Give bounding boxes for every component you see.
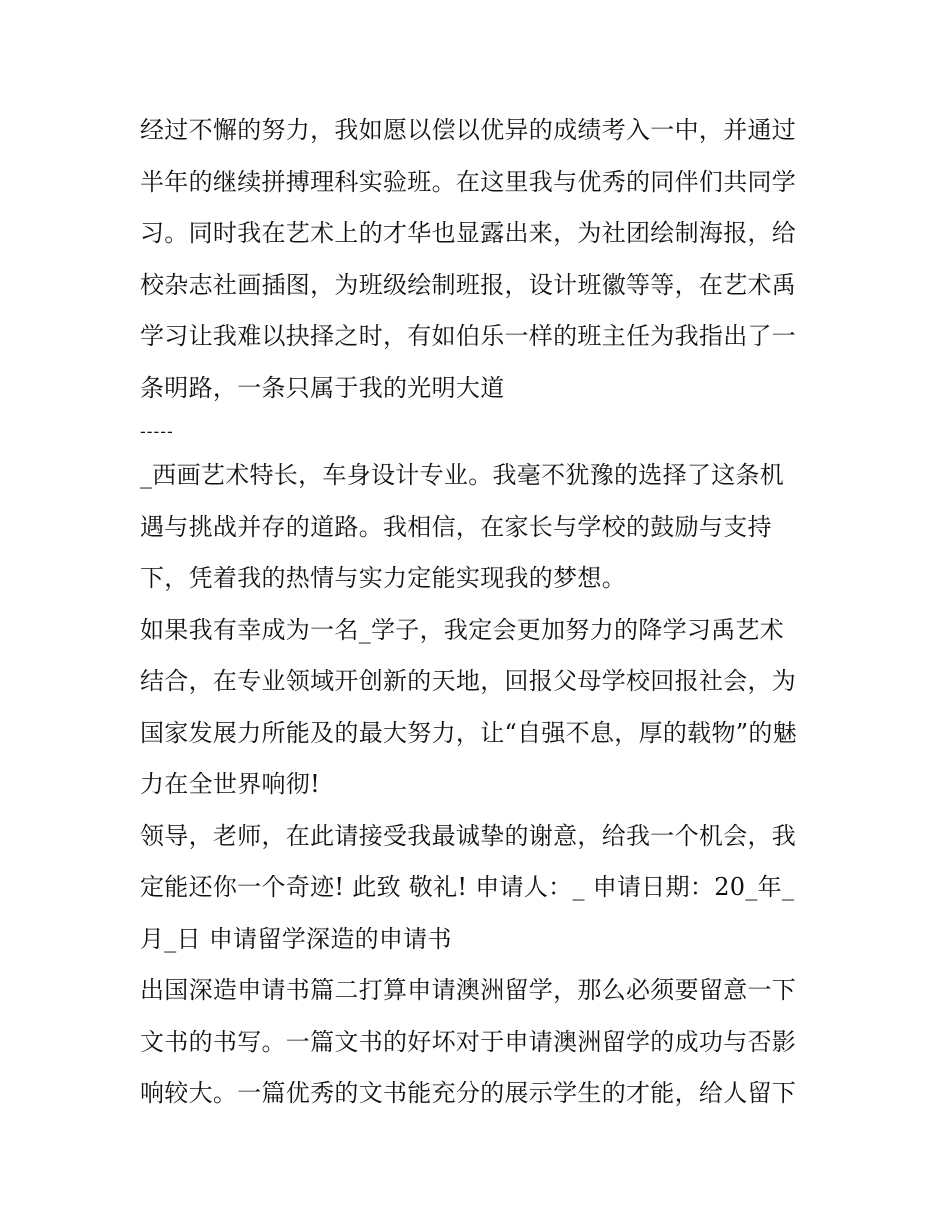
text-line: 响较大。一篇优秀的文书能充分的展示学生的才能，给人留下 xyxy=(140,1079,797,1107)
text-line: 结合，在专业领域开创新的天地，回报父母学校回报社会，为 xyxy=(140,667,797,695)
text-line: 定能还你一个奇迹! 此致 敬礼! 申请人：_ 申请日期：20_年_ xyxy=(140,873,795,901)
text-line: 条明路，一条只属于我的光明大道 xyxy=(140,373,505,402)
text-line: 力在全世界响彻! xyxy=(140,770,321,798)
text-line: 学习让我难以抉择之时，有如伯乐一样的班主任为我指出了一 xyxy=(140,322,797,350)
text-line: 下，凭着我的热情与实力定能实现我的梦想。 xyxy=(140,564,626,592)
text-line: 月_日 申请留学深造的申请书 xyxy=(140,924,452,953)
text-line: 文书的书写。一篇文书的好坏对于申请澳洲留学的成功与否影 xyxy=(140,1027,797,1056)
text-line: _西画艺术特长，车身设计专业。我毫不犹豫的选择了这条机 xyxy=(140,461,785,489)
text-line: 如果我有幸成为一名_学子，我定会更加努力的降学习禹艺术 xyxy=(140,615,785,644)
text-line: 经过不懈的努力，我如愿以偿以优异的成绩考入一中，并通过 xyxy=(140,116,797,144)
text-line: 领导，老师，在此请接受我最诚挚的谢意，给我一个机会，我 xyxy=(140,821,797,850)
text-line: 半年的继续拼搏理科实验班。在这里我与优秀的同伴们共同学 xyxy=(140,167,797,196)
text-line: 校杂志社画插图，为班级绘制班报，设计班徽等等，在艺术禹 xyxy=(140,270,797,299)
text-line: 遇与挑战并存的道路。我相信，在家长与学校的鼓励与支持 xyxy=(140,512,772,541)
text-line: 国家发展力所能及的最大努力，让“自强不息，厚的载物”的魅 xyxy=(140,718,797,747)
text-line: 习。同时我在艺术上的才华也显露出来，为社团绘制海报，给 xyxy=(140,219,797,247)
section-separator: ----- xyxy=(140,422,174,442)
text-line: 出国深造申请书篇二打算申请澳洲留学，那么必须要留意一下 xyxy=(140,976,797,1004)
document-body xyxy=(140,105,820,1120)
